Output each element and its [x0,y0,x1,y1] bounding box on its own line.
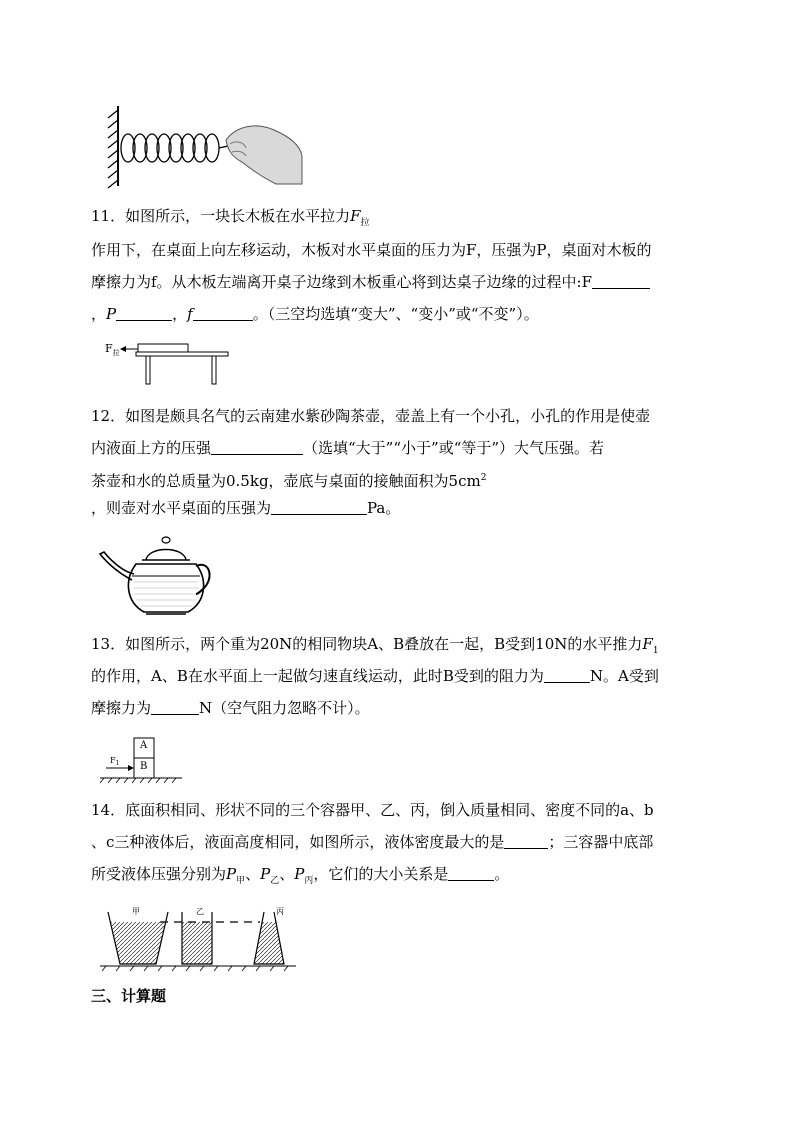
answer-blank[interactable] [211,438,303,455]
answer-blank[interactable] [504,832,548,849]
fig-force-label: $F_1$ [110,756,120,767]
q14-line3: 所受液体压强分别为$P_甲$、$P_乙$、$P_丙$，它们的大小关系是 。 [91,865,510,886]
answer-blank[interactable] [116,304,172,321]
q14-line1: 14．底面积相同、形状不同的三个容器甲、乙、丙，倒入质量相同、密度不同的a、b [91,801,654,819]
section-title: 三、计算题 [91,987,167,1005]
q12-line1: 12．如图是颇具名气的云南建水紫砂陶茶壶，壶盖上有一个小孔，小孔的作用是使壶 [91,407,651,425]
q11-line2: 作用下，在桌面上向左移运动，木板对水平桌面的压力为F，压强为P，桌面对木板的 [91,241,652,259]
fig-label-jia: 甲 [132,907,140,916]
q13-line3: 摩擦力为 N（空气阻力忽略不计）。 [91,699,370,717]
q11-line1: 11．如图所示，一块长木板在水平拉力$F_拉$ [91,207,370,228]
answer-blank[interactable] [271,498,367,515]
fig-block-b: B [140,761,148,772]
answer-blank[interactable] [544,666,590,683]
q11-line3: 摩擦力为f。从木板左端离开桌子边缘到木板重心将到达桌子边缘的过程中:F [91,272,650,292]
answer-blank[interactable] [448,864,494,881]
q12-line4: ，则壶对水平桌面的压强为 Pa。 [91,499,401,517]
answer-blank[interactable] [193,304,253,321]
q12-line2: 内液面上方的压强 （选填“大于”“小于”或“等于”）大气压强。若 [91,439,605,457]
fig-label-bing: 丙 [276,907,284,916]
fig-f-label: $F_拉$ [105,342,120,357]
q11-line4: ，P ，f 。（三空均选填“变大”、“变小”或“不变”）。 [91,305,539,323]
table-board-figure [100,338,235,388]
q13-line1: 13．如图所示，两个重为20N的相同物块A、B叠放在一起，B受到10N的水平推力$F_1$ [91,635,659,656]
q14-line2: 、c三种液体后，液面高度相同，如图所示，液体密度最大的是 ；三容器中底部 [91,833,654,851]
teapot-figure [96,530,214,620]
spring-figure [96,100,306,190]
q13-line2: 的作用，A、B在水平面上一起做匀速直线运动，此时B受到的阻力为 N。A受到 [91,667,659,685]
answer-blank[interactable] [592,272,650,289]
answer-blank[interactable] [151,698,199,715]
fig-label-yi: 乙 [196,907,204,916]
fig-block-a: A [140,740,148,751]
q12-line3: 茶壶和水的总质量为0.5kg，壶底与桌面的接触面积为$5cm^2$ [91,472,487,490]
